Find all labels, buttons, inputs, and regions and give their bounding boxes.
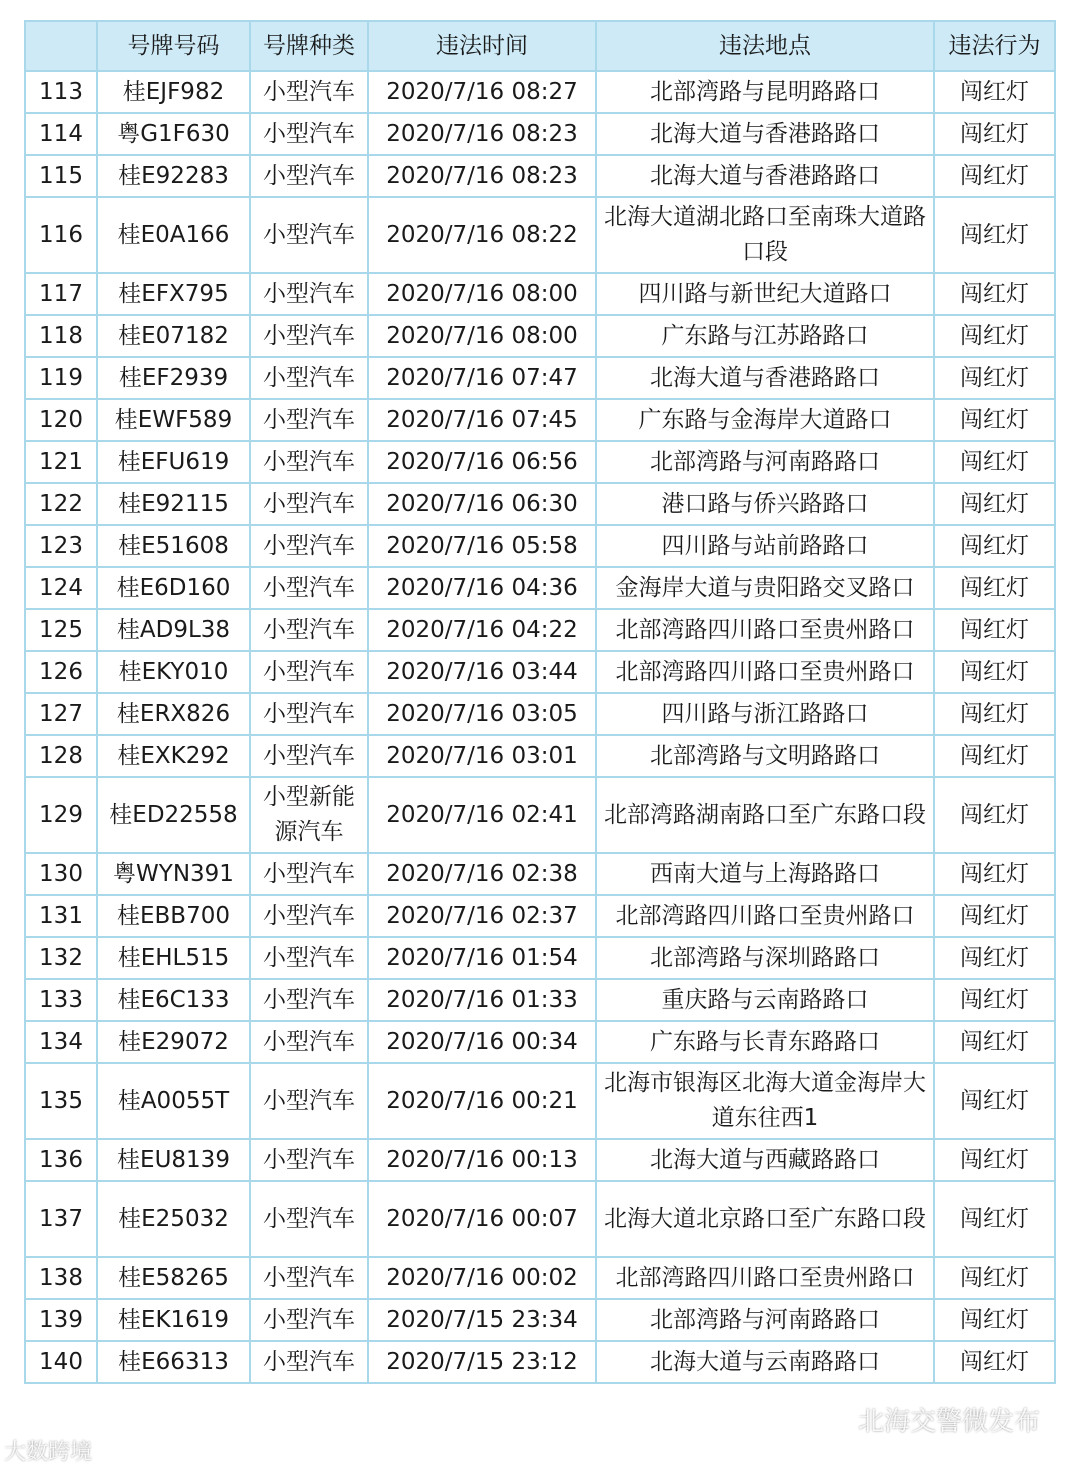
cell-violation-behavior: 闯红灯 <box>934 651 1055 693</box>
table-row <box>25 1063 1055 1139</box>
cell-violation-time: 2020/7/16 00:21 <box>368 1063 596 1139</box>
cell-plate-number: 粤G1F630 <box>97 113 250 155</box>
cell-violation-location: 北海大道湖北路口至南珠大道路口段 <box>596 197 934 273</box>
cell-violation-time: 2020/7/16 02:38 <box>368 853 596 895</box>
cell-plate-type: 小型汽车 <box>250 1181 368 1257</box>
header-plate-type: 号牌种类 <box>250 21 368 71</box>
cell-violation-behavior: 闯红灯 <box>934 1063 1055 1139</box>
violation-table <box>24 20 1056 1384</box>
cell-index: 137 <box>25 1181 97 1257</box>
table-row <box>25 525 1055 567</box>
cell-violation-location: 北部湾路湖南路口至广东路口段 <box>596 777 934 853</box>
cell-index: 125 <box>25 609 97 651</box>
cell-violation-time: 2020/7/16 05:58 <box>368 525 596 567</box>
cell-plate-type: 小型汽车 <box>250 483 368 525</box>
cell-index: 119 <box>25 357 97 399</box>
cell-plate-number: 桂E58265 <box>97 1257 250 1299</box>
cell-violation-location: 四川路与新世纪大道路口 <box>596 273 934 315</box>
table-row <box>25 1257 1055 1299</box>
cell-violation-location: 四川路与站前路路口 <box>596 525 934 567</box>
table-row <box>25 1181 1055 1257</box>
table-row <box>25 693 1055 735</box>
cell-violation-behavior: 闯红灯 <box>934 1341 1055 1383</box>
cell-violation-time: 2020/7/16 04:22 <box>368 609 596 651</box>
table-row <box>25 609 1055 651</box>
cell-index: 126 <box>25 651 97 693</box>
table-row <box>25 399 1055 441</box>
cell-plate-number: 桂EJF982 <box>97 71 250 113</box>
cell-violation-behavior: 闯红灯 <box>934 399 1055 441</box>
cell-index: 121 <box>25 441 97 483</box>
table-row <box>25 979 1055 1021</box>
table-row <box>25 483 1055 525</box>
cell-plate-number: 桂A0055T <box>97 1063 250 1139</box>
cell-plate-type: 小型汽车 <box>250 735 368 777</box>
cell-plate-type: 小型汽车 <box>250 1063 368 1139</box>
cell-violation-location: 北海大道与香港路路口 <box>596 155 934 197</box>
cell-plate-number: 桂EKY010 <box>97 651 250 693</box>
cell-plate-number: 桂E92115 <box>97 483 250 525</box>
cell-violation-behavior: 闯红灯 <box>934 777 1055 853</box>
cell-violation-time: 2020/7/16 06:56 <box>368 441 596 483</box>
cell-index: 117 <box>25 273 97 315</box>
cell-violation-location: 北海市银海区北海大道金海岸大道东往西1 <box>596 1063 934 1139</box>
cell-plate-type: 小型汽车 <box>250 155 368 197</box>
cell-plate-number: 桂EBB700 <box>97 895 250 937</box>
cell-index: 136 <box>25 1139 97 1181</box>
cell-violation-behavior: 闯红灯 <box>934 937 1055 979</box>
cell-violation-time: 2020/7/16 00:34 <box>368 1021 596 1063</box>
cell-violation-behavior: 闯红灯 <box>934 1299 1055 1341</box>
cell-violation-time: 2020/7/15 23:34 <box>368 1299 596 1341</box>
cell-plate-number: 桂E29072 <box>97 1021 250 1063</box>
cell-violation-time: 2020/7/16 08:00 <box>368 315 596 357</box>
table-row <box>25 113 1055 155</box>
cell-violation-location: 北部湾路与河南路路口 <box>596 441 934 483</box>
cell-violation-behavior: 闯红灯 <box>934 71 1055 113</box>
cell-index: 115 <box>25 155 97 197</box>
header-violation-time: 违法时间 <box>368 21 596 71</box>
header-index <box>25 21 97 71</box>
cell-violation-location: 广东路与金海岸大道路口 <box>596 399 934 441</box>
table-row <box>25 735 1055 777</box>
cell-violation-behavior: 闯红灯 <box>934 525 1055 567</box>
table-row <box>25 1341 1055 1383</box>
cell-violation-time: 2020/7/16 07:45 <box>368 399 596 441</box>
cell-violation-behavior: 闯红灯 <box>934 483 1055 525</box>
cell-violation-time: 2020/7/16 00:07 <box>368 1181 596 1257</box>
header-plate-number: 号牌号码 <box>97 21 250 71</box>
cell-plate-type: 小型汽车 <box>250 1299 368 1341</box>
cell-plate-number: 桂AD9L38 <box>97 609 250 651</box>
cell-violation-time: 2020/7/16 03:05 <box>368 693 596 735</box>
cell-violation-location: 北部湾路与昆明路路口 <box>596 71 934 113</box>
cell-violation-location: 四川路与浙江路路口 <box>596 693 934 735</box>
cell-index: 133 <box>25 979 97 1021</box>
cell-violation-time: 2020/7/16 00:13 <box>368 1139 596 1181</box>
cell-violation-time: 2020/7/16 08:22 <box>368 197 596 273</box>
table-row <box>25 1299 1055 1341</box>
cell-violation-location: 北部湾路与文明路路口 <box>596 735 934 777</box>
cell-plate-type: 小型汽车 <box>250 273 368 315</box>
cell-violation-location: 北部湾路与深圳路路口 <box>596 937 934 979</box>
header-violation-behavior: 违法行为 <box>934 21 1055 71</box>
cell-plate-number: 桂E66313 <box>97 1341 250 1383</box>
cell-violation-time: 2020/7/16 04:36 <box>368 567 596 609</box>
cell-plate-type: 小型汽车 <box>250 979 368 1021</box>
cell-index: 127 <box>25 693 97 735</box>
table-row <box>25 357 1055 399</box>
cell-index: 134 <box>25 1021 97 1063</box>
table-row <box>25 1021 1055 1063</box>
cell-plate-type: 小型汽车 <box>250 113 368 155</box>
cell-violation-location: 北部湾路四川路口至贵州路口 <box>596 895 934 937</box>
table-row <box>25 567 1055 609</box>
cell-violation-location: 北部湾路四川路口至贵州路口 <box>596 651 934 693</box>
cell-violation-behavior: 闯红灯 <box>934 693 1055 735</box>
cell-violation-location: 北部湾路与河南路路口 <box>596 1299 934 1341</box>
cell-violation-time: 2020/7/16 03:44 <box>368 651 596 693</box>
cell-violation-behavior: 闯红灯 <box>934 441 1055 483</box>
cell-plate-number: 桂EF2939 <box>97 357 250 399</box>
cell-violation-time: 2020/7/16 08:00 <box>368 273 596 315</box>
cell-violation-location: 北海大道与云南路路口 <box>596 1341 934 1383</box>
cell-violation-behavior: 闯红灯 <box>934 1021 1055 1063</box>
cell-plate-number: 桂ED22558 <box>97 777 250 853</box>
cell-plate-number: 桂EFU619 <box>97 441 250 483</box>
cell-plate-type: 小型汽车 <box>250 895 368 937</box>
table-row <box>25 197 1055 273</box>
cell-plate-number: 桂EWF589 <box>97 399 250 441</box>
cell-plate-type: 小型汽车 <box>250 197 368 273</box>
cell-violation-behavior: 闯红灯 <box>934 315 1055 357</box>
cell-plate-number: 桂E6C133 <box>97 979 250 1021</box>
cell-plate-type: 小型新能源汽车 <box>250 777 368 853</box>
cell-violation-time: 2020/7/16 03:01 <box>368 735 596 777</box>
cell-violation-location: 港口路与侨兴路路口 <box>596 483 934 525</box>
cell-violation-time: 2020/7/16 02:41 <box>368 777 596 853</box>
header-violation-location: 违法地点 <box>596 21 934 71</box>
cell-violation-time: 2020/7/16 00:02 <box>368 1257 596 1299</box>
cell-plate-number: 桂E92283 <box>97 155 250 197</box>
cell-plate-number: 桂EU8139 <box>97 1139 250 1181</box>
cell-violation-time: 2020/7/15 23:12 <box>368 1341 596 1383</box>
cell-violation-behavior: 闯红灯 <box>934 1139 1055 1181</box>
cell-plate-number: 桂E07182 <box>97 315 250 357</box>
cell-plate-type: 小型汽车 <box>250 441 368 483</box>
cell-violation-time: 2020/7/16 08:27 <box>368 71 596 113</box>
cell-violation-behavior: 闯红灯 <box>934 1257 1055 1299</box>
cell-plate-type: 小型汽车 <box>250 567 368 609</box>
cell-violation-behavior: 闯红灯 <box>934 609 1055 651</box>
cell-index: 118 <box>25 315 97 357</box>
cell-plate-number: 桂EHL515 <box>97 937 250 979</box>
cell-index: 138 <box>25 1257 97 1299</box>
cell-violation-location: 北部湾路四川路口至贵州路口 <box>596 609 934 651</box>
watermark-source: 大数跨境 <box>4 1440 93 1465</box>
cell-index: 128 <box>25 735 97 777</box>
cell-plate-number: 桂ERX826 <box>97 693 250 735</box>
cell-index: 132 <box>25 937 97 979</box>
cell-plate-type: 小型汽车 <box>250 1021 368 1063</box>
cell-plate-number: 桂E0A166 <box>97 197 250 273</box>
cell-plate-type: 小型汽车 <box>250 609 368 651</box>
cell-index: 131 <box>25 895 97 937</box>
cell-plate-type: 小型汽车 <box>250 693 368 735</box>
cell-index: 113 <box>25 71 97 113</box>
cell-plate-type: 小型汽车 <box>250 937 368 979</box>
cell-violation-behavior: 闯红灯 <box>934 273 1055 315</box>
cell-violation-time: 2020/7/16 08:23 <box>368 113 596 155</box>
cell-violation-location: 北海大道与西藏路路口 <box>596 1139 934 1181</box>
cell-plate-number: 粤WYN391 <box>97 853 250 895</box>
table-row <box>25 853 1055 895</box>
cell-violation-behavior: 闯红灯 <box>934 567 1055 609</box>
cell-violation-behavior: 闯红灯 <box>934 853 1055 895</box>
cell-plate-number: 桂E25032 <box>97 1181 250 1257</box>
cell-plate-type: 小型汽车 <box>250 651 368 693</box>
table-row <box>25 273 1055 315</box>
violation-table-container <box>24 20 1054 1384</box>
table-row <box>25 71 1055 113</box>
table-row <box>25 777 1055 853</box>
watermark-publisher: 北海交警微发布 <box>857 1407 1040 1437</box>
cell-violation-behavior: 闯红灯 <box>934 197 1055 273</box>
cell-violation-time: 2020/7/16 06:30 <box>368 483 596 525</box>
cell-index: 114 <box>25 113 97 155</box>
cell-plate-number: 桂E6D160 <box>97 567 250 609</box>
cell-plate-number: 桂EK1619 <box>97 1299 250 1341</box>
table-row <box>25 651 1055 693</box>
cell-violation-location: 北部湾路四川路口至贵州路口 <box>596 1257 934 1299</box>
cell-violation-location: 北海大道与香港路路口 <box>596 113 934 155</box>
cell-violation-time: 2020/7/16 08:23 <box>368 155 596 197</box>
table-row <box>25 1139 1055 1181</box>
cell-violation-time: 2020/7/16 01:33 <box>368 979 596 1021</box>
cell-index: 116 <box>25 197 97 273</box>
table-row <box>25 155 1055 197</box>
cell-violation-time: 2020/7/16 01:54 <box>368 937 596 979</box>
cell-index: 140 <box>25 1341 97 1383</box>
cell-violation-location: 重庆路与云南路路口 <box>596 979 934 1021</box>
cell-plate-type: 小型汽车 <box>250 71 368 113</box>
cell-violation-time: 2020/7/16 02:37 <box>368 895 596 937</box>
cell-plate-type: 小型汽车 <box>250 315 368 357</box>
table-header-row <box>25 21 1055 71</box>
cell-plate-number: 桂E51608 <box>97 525 250 567</box>
cell-violation-behavior: 闯红灯 <box>934 895 1055 937</box>
table-row <box>25 937 1055 979</box>
cell-plate-type: 小型汽车 <box>250 399 368 441</box>
cell-index: 129 <box>25 777 97 853</box>
cell-plate-type: 小型汽车 <box>250 853 368 895</box>
table-row <box>25 895 1055 937</box>
cell-violation-behavior: 闯红灯 <box>934 113 1055 155</box>
cell-plate-type: 小型汽车 <box>250 1139 368 1181</box>
cell-plate-number: 桂EXK292 <box>97 735 250 777</box>
cell-violation-location: 广东路与长青东路路口 <box>596 1021 934 1063</box>
cell-index: 120 <box>25 399 97 441</box>
cell-plate-type: 小型汽车 <box>250 1257 368 1299</box>
cell-plate-number: 桂EFX795 <box>97 273 250 315</box>
cell-violation-location: 西南大道与上海路路口 <box>596 853 934 895</box>
cell-index: 123 <box>25 525 97 567</box>
cell-violation-behavior: 闯红灯 <box>934 155 1055 197</box>
cell-violation-location: 北海大道北京路口至广东路口段 <box>596 1181 934 1257</box>
cell-index: 124 <box>25 567 97 609</box>
cell-index: 122 <box>25 483 97 525</box>
cell-plate-type: 小型汽车 <box>250 357 368 399</box>
cell-index: 135 <box>25 1063 97 1139</box>
cell-violation-time: 2020/7/16 07:47 <box>368 357 596 399</box>
cell-violation-behavior: 闯红灯 <box>934 979 1055 1021</box>
table-row <box>25 441 1055 483</box>
cell-plate-type: 小型汽车 <box>250 1341 368 1383</box>
cell-violation-behavior: 闯红灯 <box>934 1181 1055 1257</box>
cell-plate-type: 小型汽车 <box>250 525 368 567</box>
table-body <box>25 71 1055 1383</box>
cell-violation-location: 金海岸大道与贵阳路交叉路口 <box>596 567 934 609</box>
cell-violation-behavior: 闯红灯 <box>934 357 1055 399</box>
table-row <box>25 315 1055 357</box>
cell-violation-location: 广东路与江苏路路口 <box>596 315 934 357</box>
cell-violation-behavior: 闯红灯 <box>934 735 1055 777</box>
cell-violation-location: 北海大道与香港路路口 <box>596 357 934 399</box>
cell-index: 130 <box>25 853 97 895</box>
cell-index: 139 <box>25 1299 97 1341</box>
